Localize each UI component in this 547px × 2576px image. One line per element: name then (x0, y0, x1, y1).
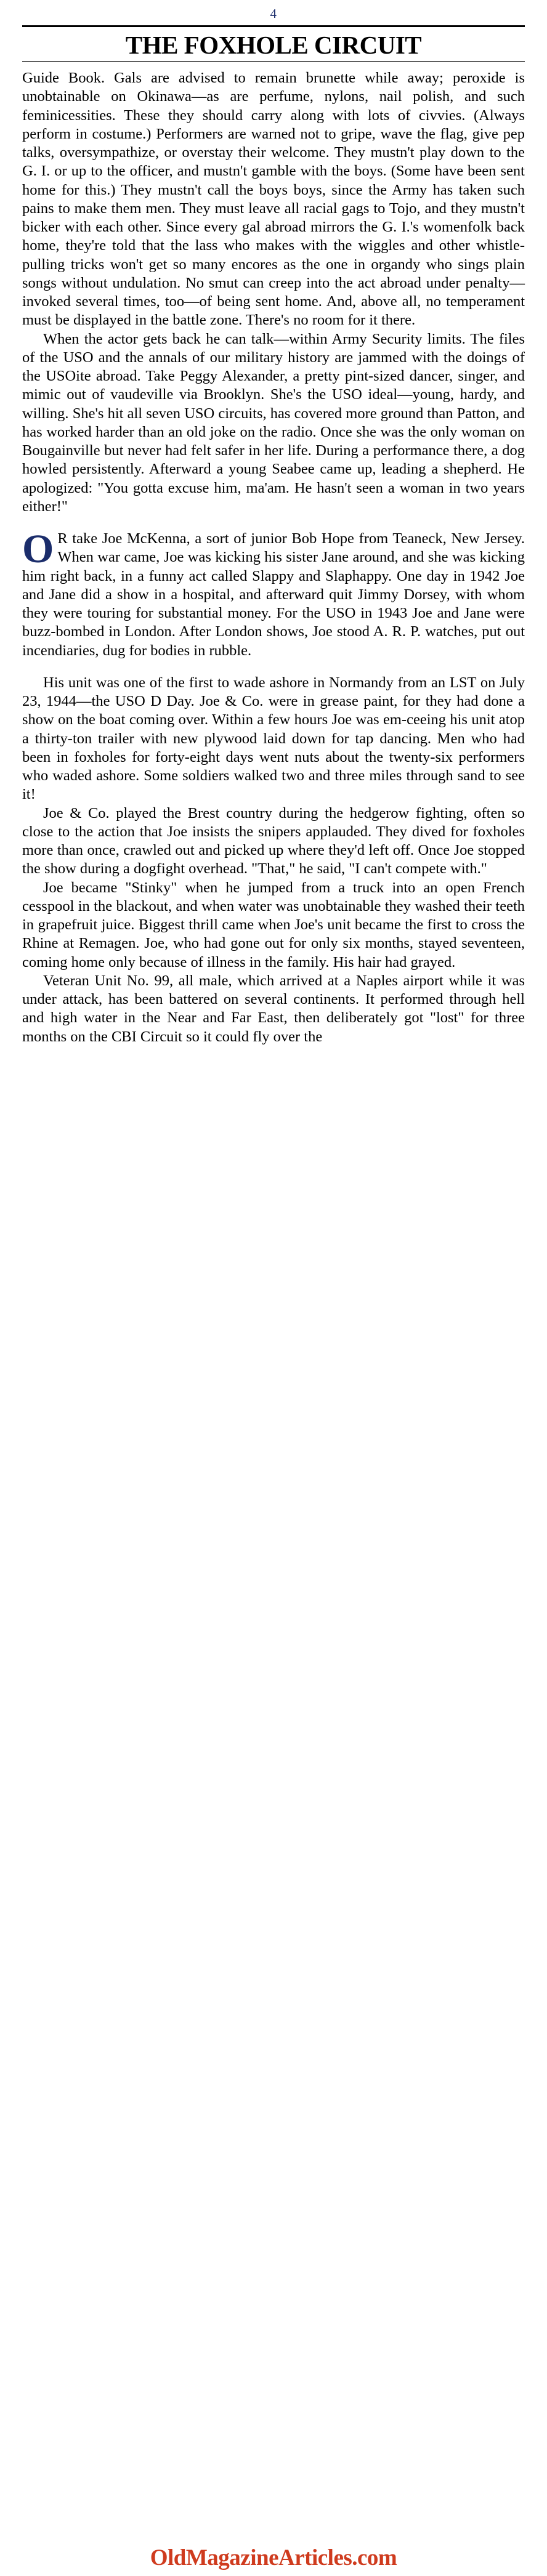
article-body (22, 69, 525, 1046)
site-brand: OldMagazineArticles.com (150, 2545, 397, 2570)
paragraph: His unit was one of the first to wade ashore in Normandy from an LST on July 23, 1944—the USO D Day. Joe & Co. were in grease paint, for they had done a show on the boat coming over. Within a few hours Joe was em-ceeing his unit atop a thirty-ton trailer with new plywood laid down for tap dancing. Men who had been in foxholes for forty-eight days went nuts about the twenty-six performers who waded ashore. Some soldiers walked two and three miles through sand to see it! (22, 674, 525, 803)
paragraph: Joe became "Stinky" when he jumped from a truck into an open French cesspool in the blackout, and when water was unobtainable they washed their teeth in grapefruit juice. Biggest thrill came when Joe's unit became the first to cross the Rhine at Remagen. Joe, who had gone out for only six months, stayed seventeen, coming home only because of illness in the family. His hair had grayed. (22, 879, 525, 971)
paragraph: Joe & Co. played the Brest country during the hedgerow fighting, often so close to the action that Joe insists the snipers applauded. They dived for foxholes more than once, crawled out and picked up where they'd left off. Once Joe stopped the show during a dogfight overhead. "That," he said, "I can't compete with." (22, 804, 525, 878)
paragraph: When the actor gets back he can talk—within Army Security limits. The files of the USO and the annals of our military history are jammed with the doings of the USOite abroad. Take Peggy Alexander, a pretty pint-sized dancer, singer, and mimic out of vaudeville via Brooklyn. She's the USO ideal—young, hardy, and willing. She's hit all seven USO circuits, has covered more ground than Patton, and has worked harder than an old joke on the radio. Once she was the only woman on Bougainville but never had felt safer in her life. During a performance there, a dog howled persistently. Afterward a young Seabee came up, leading a shepherd. He apologized: "You gotta excuse him, ma'am. He hasn't seen a woman in two years either!" (22, 330, 525, 515)
dropcap-paragraph-text: R take Joe McKenna, a sort of junior Bob Hope from Teaneck, New Jersey. When war came, Joe was kicking his sister Jane around, and she was kicking him right back, in a funny act called Slappy and Slaphappy. One day in 1942 Joe and Jane did a show in a hospital, and afterward quit Jimmy Dorsey, with whom they were touring for substantial money. For the USO in 1943 Joe and Jane were buzz-bombed in London. After London shows, Joe stood A. R. P. watches, put out incendiaries, dug for bodies in rubble. (22, 530, 525, 659)
top-rule (22, 25, 525, 27)
paragraph: Guide Book. Gals are advised to remain brunette while away; peroxide is unobtainable on Okinawa—as are perfume, nylons, nail polish, and such feminicessities. These they should carry along with lots of civvies. (Always perform in costume.) Performers are warned not to gripe, wave the flag, give pep talks, oversympathize, or overstay their welcome. They mustn't play down to the G. I. or up to the officer, and mustn't gamble with the boys. (Some have been sent home for this.) They mustn't call the boys boys, since the Army has taken such pains to make them men. They must leave all racial gags to Tojo, and they mustn't bicker with each other. Since every gal abroad mirrors the G. I.'s womenfolk back home, they're told that the lass who makes with the wiggles and other whistle-pulling tricks won't get so many encores as the one in organdy who sings plain songs without undulation. No smut can creep into the act abroad under penalty—invoked several times, too—of being sent home. And, above all, no temperament must be displayed in the battle zone. There's no room for it there. (22, 70, 525, 329)
paragraph-gap (22, 660, 525, 674)
article-page (0, 6, 547, 2576)
headline-rule (22, 61, 525, 62)
drop-cap: O (22, 527, 54, 572)
footer-spacer (22, 1046, 525, 1089)
page-title: THE FOXHOLE CIRCUIT (125, 31, 422, 59)
dropcap-paragraph (22, 527, 525, 660)
paragraph: Veteran Unit No. 99, all male, which arrived at a Naples airport while it was under attack, has been battered on several continents. It performed through hell and high water in the Near and Far East, then deliberately got "lost" for three months on the CBI Circuit so it could fly over the (22, 972, 525, 1045)
paragraph-gap (22, 516, 525, 530)
page-number: 4 (270, 6, 277, 21)
